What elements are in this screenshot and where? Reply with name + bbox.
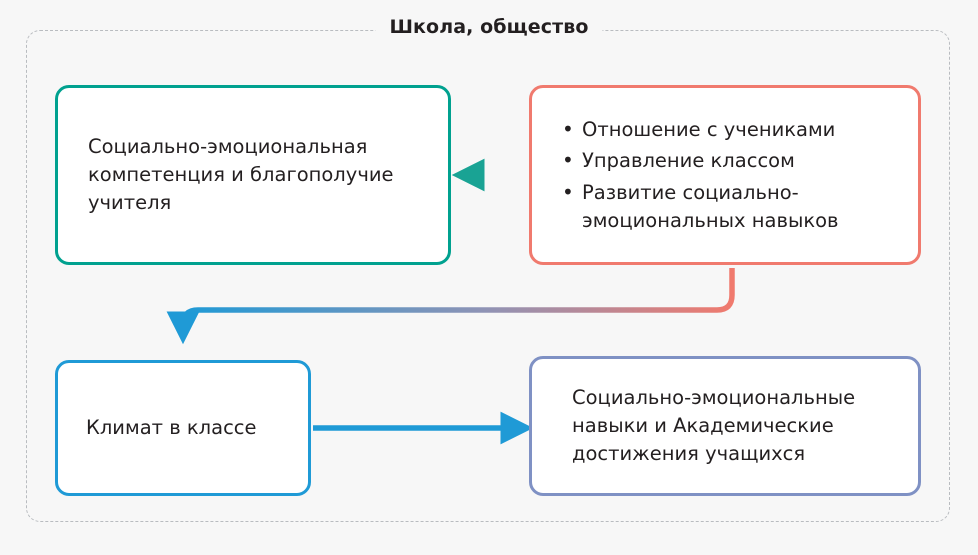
node-classroom-climate[interactable]	[55, 360, 311, 496]
node-teacher-competence-label: Социально-эмоциональная компетенция и благополучие учителя	[88, 135, 394, 214]
list-item: • Развитие социально-эмоциональных навыков	[582, 179, 898, 234]
node-student-outcomes-label: Социально-эмоциональные навыки и Академические достижения учащихся	[572, 386, 856, 465]
node-teaching-practices[interactable]	[529, 85, 921, 265]
node-student-outcomes[interactable]	[529, 356, 921, 496]
diagram-title: Школа, общество	[375, 16, 602, 38]
list-item: • Управление классом	[582, 147, 898, 175]
node-classroom-climate-label: Климат в классе	[86, 416, 257, 440]
node-teacher-competence[interactable]	[55, 85, 451, 265]
list-item: • Отношение с учениками	[582, 116, 898, 144]
practices-list	[560, 116, 898, 235]
